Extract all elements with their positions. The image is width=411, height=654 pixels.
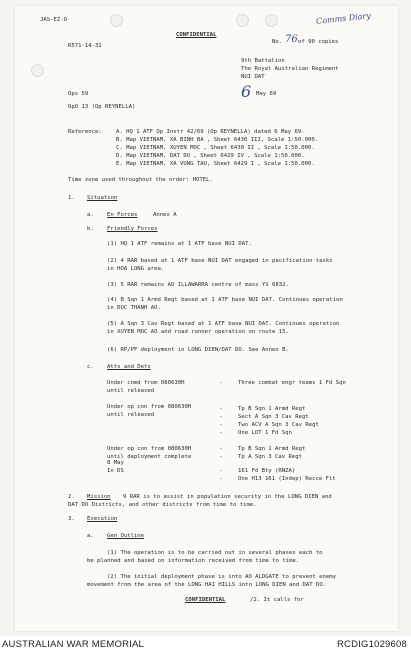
att-2-dash-1: - <box>219 406 223 412</box>
mission-line-2: DAT DO Districts, and other districts from time to time. <box>68 502 257 508</box>
copy-number: 76 <box>285 34 298 45</box>
friendly-item-3: (3) 5 RAR remains AO ILLAWARRA centre of mass YS 6832. <box>107 282 289 288</box>
att-3-right-1: Tp B Sqn 1 Armd Regt <box>238 446 306 452</box>
section-2-title: Mission <box>87 494 111 500</box>
att-2-dash-2: - <box>219 414 223 420</box>
archive-footer <box>0 636 411 654</box>
document-page <box>15 6 398 631</box>
para-3a-title: Gen Outline <box>107 533 145 539</box>
reference-a: A. HQ 1 ATF Op Instr 42/69 (Op REYNELLA) dated 6 May 69. <box>116 129 305 135</box>
att-2-right-3: Two ACV A Sqn 3 Cav Regt <box>238 422 319 428</box>
friendly-item-5-line-2: in XUYEN MOC AO and road runner operation on route 15. <box>107 329 289 335</box>
att-4-left-1: In DS <box>107 468 124 474</box>
references-label: Reference: <box>68 129 102 135</box>
opo-title: OpO 13 (Op REYNELLA) <box>68 104 136 110</box>
copy-prefix: No. <box>272 39 283 45</box>
friendly-item-6: (6) RP/PF deployment in LONG DIEN/DAT DO. See Annex B. <box>107 347 289 353</box>
unit-line-2: The Royal Australian Regiment <box>241 66 339 72</box>
friendly-item-2-line-1: (2) 4 RAR based at 1 ATF base NUI DAT engaged in pacification tasks <box>107 258 333 264</box>
att-2-dash-4: - <box>219 430 223 436</box>
section-3-number: 3. <box>68 516 75 522</box>
friendly-item-5-line-1: (5) A Sqn 3 Cav Regt based at 1 ATF base NUI DAT. Continues operation <box>107 321 340 327</box>
top-reference: JAS-EZ-O <box>40 17 67 23</box>
continuation-note: /2. It calls for <box>250 597 304 603</box>
att-4-dash-1: - <box>219 468 223 474</box>
att-3-dash-2: - <box>219 454 223 460</box>
para-b-label: b. <box>87 226 94 232</box>
para-c-title: Atts and Dets <box>107 364 151 370</box>
att-2-left-1: Under op con from 080630H <box>107 404 192 410</box>
friendly-item-4-line-2: in DUC THANH AO. <box>107 305 161 311</box>
reference-e: E. Map VIETNAM, XA VUNG TAU, Sheet 6429 I , Scale 1:50.000. <box>116 161 315 167</box>
friendly-item-4-line-1: (4) B Sqn 1 Armd Regt based at 1 ATF base NUI DAT. Continues operation <box>107 297 343 303</box>
mission-line-1: 9 RAR is to assist in population security in the LONG DIEN and <box>123 494 332 500</box>
para-a-title: En Forces <box>107 212 138 218</box>
para-3a-label: a. <box>87 533 94 539</box>
punch-hole-left <box>31 64 44 77</box>
att-1-right-1: Three combat engr teams 1 Fd Sqn <box>238 380 346 386</box>
att-3-right-2: Tp A Sqn 3 Cav Regt <box>238 454 302 460</box>
copy-suffix: of 90 copies <box>298 39 339 45</box>
att-3-left-3: 8 May <box>107 460 124 466</box>
att-2-dash-3: - <box>219 422 223 428</box>
para-a-label: a. <box>87 212 94 218</box>
date-day: 6 <box>241 82 252 101</box>
friendly-item-2-line-2: in HOA LONG area. <box>107 266 165 272</box>
outline-2-line-1: (2) The initial deployment phase is into AO ALDGATE to prevent enemy <box>107 574 337 580</box>
punch-hole-top-2 <box>236 14 249 27</box>
reference-c: C. Map VIETNAM, XUYEN MOC , Sheet 6430 II , Scale 1:50.000. <box>116 145 315 151</box>
att-3-left-2: until deployment complete <box>107 454 192 460</box>
classification-bottom: CONFIDENTIAL <box>185 597 226 603</box>
reference-d: D. Map VIETNAM, DAT DO , Sheet 6429 IV , Scale 1:50.000. <box>116 153 305 159</box>
att-4-dash-2: - <box>219 476 223 482</box>
att-3-dash-1: - <box>219 446 223 452</box>
section-1-title: Situation <box>87 195 118 201</box>
ops-number: Ops 59 <box>68 91 89 97</box>
att-4-right-1: 161 Fd Bty (RNZA) <box>238 468 296 474</box>
att-1-dash: - <box>219 380 223 386</box>
att-2-right-2: Sect A Sqn 3 Cav Regt <box>238 414 309 420</box>
reference-b: B. Map VIETNAM, XA BINH BA , Sheet 6430 III, Scale 1:50.000. <box>116 137 319 143</box>
punch-hole-top-3 <box>265 14 278 27</box>
att-2-right-1: Tp B Sqn 1 Armd Regt <box>238 406 306 412</box>
unit-line-1: 9th Battalion <box>241 58 285 64</box>
section-2-number: 2. <box>68 494 75 500</box>
att-1-left-2: until released <box>107 388 155 394</box>
file-reference: R571-14-31 <box>68 43 102 49</box>
att-4-right-2: One H13 161 (Indep) Recce Flt <box>238 476 336 482</box>
punch-hole-top-1 <box>110 14 123 27</box>
para-c-label: c. <box>87 364 94 370</box>
att-1-left-1: Under comd from 080630H <box>107 380 185 386</box>
outline-2-line-2: movement from the area of the LONG HAI HILLS into LONG DIEN and DAT DO. <box>87 582 327 588</box>
footer-id: RCDIG1029608 <box>337 639 407 650</box>
att-2-right-4: One LOT 1 Fd Sqn <box>238 430 292 436</box>
para-b-title: Friendly Forces <box>107 226 158 232</box>
date-rest: May 69 <box>256 91 277 97</box>
time-zone-line: Time zone used throughout the order: HOTEL. <box>68 177 213 183</box>
section-1-number: 1. <box>68 195 75 201</box>
outline-1-line-2: be planned and based on information received from time to time. <box>87 558 300 564</box>
footer-source: AUSTRALIAN WAR MEMORIAL <box>2 639 145 650</box>
outline-1-line-1: (1) The operation is to be carried out in several phases each to <box>107 550 323 556</box>
classification-top: CONFIDENTIAL <box>176 32 217 38</box>
att-2-left-2: until released <box>107 412 155 418</box>
section-3-title: Execution <box>87 516 118 522</box>
handwritten-note: Comms Diary <box>315 11 372 26</box>
unit-line-3: NUI DAT <box>241 74 265 80</box>
att-3-left-1: Under op con from 080630H <box>107 446 192 452</box>
friendly-item-1: (1) HQ 1 ATF remains at 1 ATF base NUI DAT. <box>107 241 252 247</box>
para-a-text: Annex A <box>153 212 177 218</box>
